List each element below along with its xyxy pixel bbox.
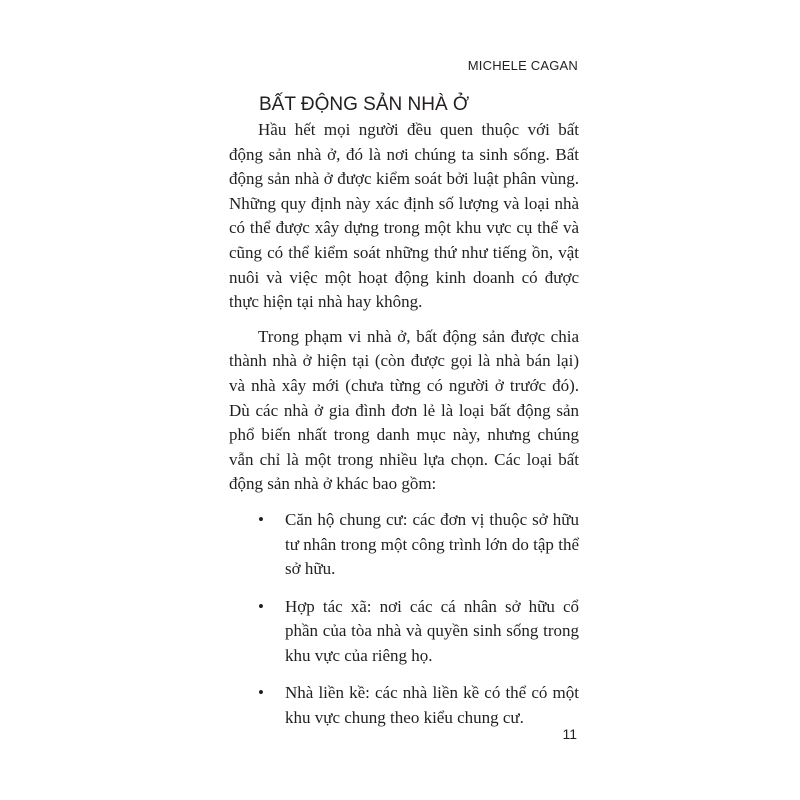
bullet-item [258,595,579,669]
body-text [229,118,579,731]
bullet-marker: • [258,509,264,529]
bullet-marker: • [258,596,264,616]
page-number: 11 [562,726,577,742]
bullet-text: Nhà liền kề: các nhà liền kề có thể có một khu vực chung theo kiểu chung cư. [285,683,579,728]
paragraph: Trong phạm vi nhà ở, bất động sản được chia thành nhà ở hiện tại (còn được gọi là nhà bán lại) và nhà xây mới (chưa từng có người ở trước đó). Dù các nhà ở gia đình đơn lẻ là loại bất động sản phổ biến nhất trong danh mục này, nhưng chúng vẫn chỉ là một trong nhiều lựa chọn. Các loại bất động sản nhà ở khác bao gồm: [229,326,579,494]
bullet-text: Căn hộ chung cư: các đơn vị thuộc sở hữu tư nhân trong một công trình lớn do tập thể sở hữu. [285,509,579,579]
bullet-marker: • [258,683,264,703]
section-title: BẤT ĐỘNG SẢN NHÀ Ở [259,94,470,115]
bullet-item [258,508,579,582]
bullet-text: Hợp tác xã: nơi các cá nhân sở hữu cổ phần của tòa nhà và quyền sinh sống trong khu vực của riêng họ. [285,596,579,665]
bullet-item [258,681,579,730]
running-header-author: MICHELE CAGAN [467,58,578,73]
bullet-list [229,508,579,731]
paragraph: Hầu hết mọi người đều quen thuộc với bất động sản nhà ở, đó là nơi chúng ta sinh sống. Bất động sản nhà ở được kiểm soát bởi luật phân vùng. Những quy định này xác định số lượng và loại nhà có thể được xây dựng trong một khu vực cụ thể và cũng có thể kiểm soát những thứ như tiếng ồn, vật nuôi và việc một hoạt động kinh doanh có được thực hiện tại nhà hay không. [229,120,579,312]
